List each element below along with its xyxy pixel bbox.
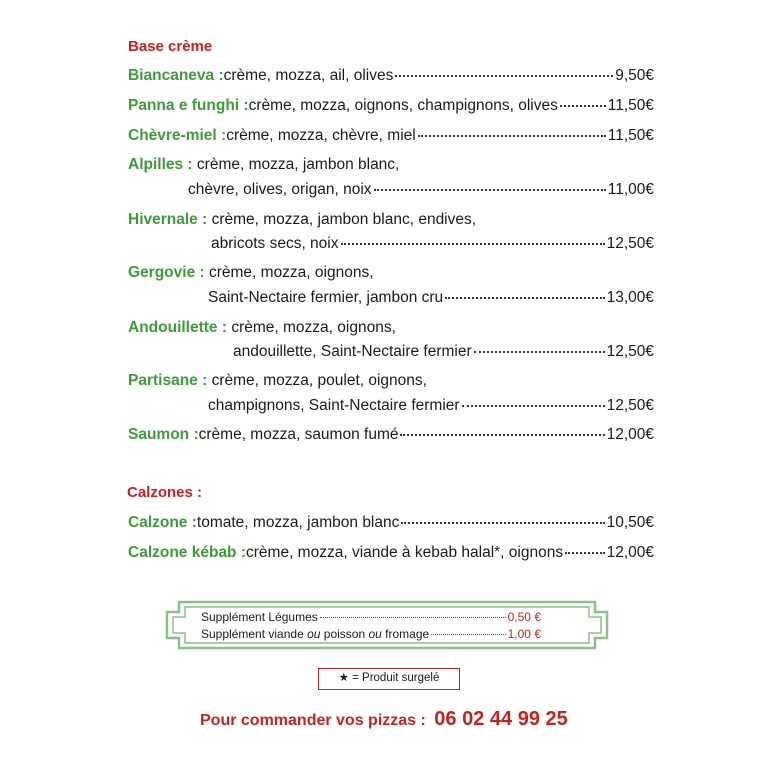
- menu-item-andouillette-line2: [233, 342, 654, 362]
- dot-leader: [320, 617, 506, 618]
- menu-item-hivernale-line1: [128, 210, 654, 230]
- item-name: Panna e funghi :: [128, 97, 249, 114]
- dot-leader: [418, 135, 606, 137]
- item-name: Partisane :: [128, 372, 208, 389]
- menu-item-partisane-line2: [208, 396, 654, 416]
- menu-item-andouillette-line1: [128, 318, 654, 338]
- order-phone[interactable]: 06 02 44 99 25: [434, 708, 568, 730]
- menu-item-chevre-miel: [128, 126, 654, 146]
- item-price: 12,50€: [606, 235, 654, 252]
- menu-item-saumon: [128, 425, 654, 445]
- item-price: 12,50€: [606, 397, 654, 414]
- item-price: 9,50€: [615, 67, 654, 84]
- item-price: 13,00€: [606, 289, 654, 306]
- supplement-legumes-row: [201, 610, 541, 624]
- item-price: 11,50€: [607, 97, 654, 114]
- section-title-base-creme: Base crème: [128, 38, 213, 55]
- menu-item-gergovie-line1: [128, 263, 654, 283]
- menu-item-calzone: [128, 513, 654, 533]
- item-name: Calzone kébab :: [128, 544, 246, 561]
- order-label: Pour commander vos pizzas :: [200, 712, 426, 729]
- menu-item-alpilles-line2: [188, 180, 654, 200]
- item-name: Biancaneva :: [128, 67, 224, 84]
- supplement-label: Supplément viande ou poisson ou fromage: [201, 627, 430, 641]
- item-name: Hivernale :: [128, 211, 208, 228]
- section-title-calzones: Calzones :: [127, 484, 203, 501]
- supplement-price: 0,50 €: [507, 610, 541, 624]
- frozen-product-note: ★ = Produit surgelé: [318, 668, 460, 690]
- supplements-frame: [165, 600, 609, 650]
- item-price: 12,50€: [606, 343, 654, 360]
- dot-leader: [400, 434, 604, 436]
- item-desc: crème, mozza, jambon blanc, endives,: [207, 211, 477, 228]
- supplement-viande-row: [201, 627, 541, 641]
- item-desc: crème, mozza, ail, olives: [223, 67, 394, 84]
- item-name: Gergovie :: [128, 264, 205, 281]
- dot-leader: [374, 189, 606, 191]
- item-desc: crème, mozza, jambon blanc,: [192, 156, 400, 173]
- menu-item-calzone-kebab: [128, 543, 654, 563]
- item-desc: crème, mozza, oignons, champignons, olives: [248, 97, 558, 114]
- menu-item-panna-e-funghi: [128, 96, 654, 116]
- order-line: [200, 708, 600, 731]
- item-price: 12,00€: [606, 426, 654, 443]
- menu-item-partisane-line1: [128, 371, 654, 391]
- dot-leader: [565, 552, 605, 554]
- dot-leader: [401, 522, 604, 524]
- item-desc: crème, mozza, poulet, oignons,: [207, 372, 427, 389]
- dot-leader: [395, 75, 613, 77]
- dot-leader: [341, 243, 605, 245]
- item-name: Chèvre-miel :: [128, 127, 227, 144]
- menu-item-gergovie-line2: [208, 288, 654, 308]
- item-desc-cont: andouillette, Saint-Nectaire fermier: [233, 343, 472, 360]
- item-desc: crème, mozza, oignons,: [204, 264, 374, 281]
- item-price: 10,50€: [606, 514, 654, 531]
- supplement-label: Supplément Légumes: [201, 610, 318, 624]
- menu-item-biancaneva: [128, 66, 654, 86]
- dot-leader: [462, 405, 605, 407]
- menu-item-alpilles-line1: [128, 155, 654, 175]
- dot-leader: [560, 105, 606, 107]
- menu-item-hivernale-line2: [211, 234, 654, 254]
- item-desc: crème, mozza, chèvre, miel: [226, 127, 416, 144]
- item-desc: crème, mozza, oignons,: [227, 319, 396, 336]
- item-desc: crème, mozza, saumon fumé: [198, 426, 399, 443]
- supplements-box: [165, 600, 609, 650]
- item-desc-cont: champignons, Saint-Nectaire fermier: [208, 397, 460, 414]
- item-price: 11,50€: [607, 127, 654, 144]
- item-price: 12,00€: [606, 544, 654, 561]
- supplement-price: 1,00 €: [507, 627, 541, 641]
- dot-leader: [474, 351, 605, 353]
- item-name: Alpilles :: [128, 156, 193, 173]
- item-desc-cont: chèvre, olives, origan, noix: [188, 181, 372, 198]
- item-desc: crème, mozza, viande à kebab halal*, oignons: [246, 544, 564, 561]
- item-price: 11,00€: [607, 181, 654, 198]
- item-name: Saumon :: [128, 426, 199, 443]
- dot-leader: [431, 634, 505, 635]
- item-desc-cont: abricots secs, noix: [211, 235, 339, 252]
- dot-leader: [445, 297, 604, 299]
- item-desc-cont: Saint-Nectaire fermier, jambon cru: [208, 289, 444, 306]
- item-name: Andouillette :: [128, 319, 228, 336]
- item-name: Calzone :: [128, 514, 197, 531]
- item-desc: tomate, mozza, jambon blanc: [196, 514, 400, 531]
